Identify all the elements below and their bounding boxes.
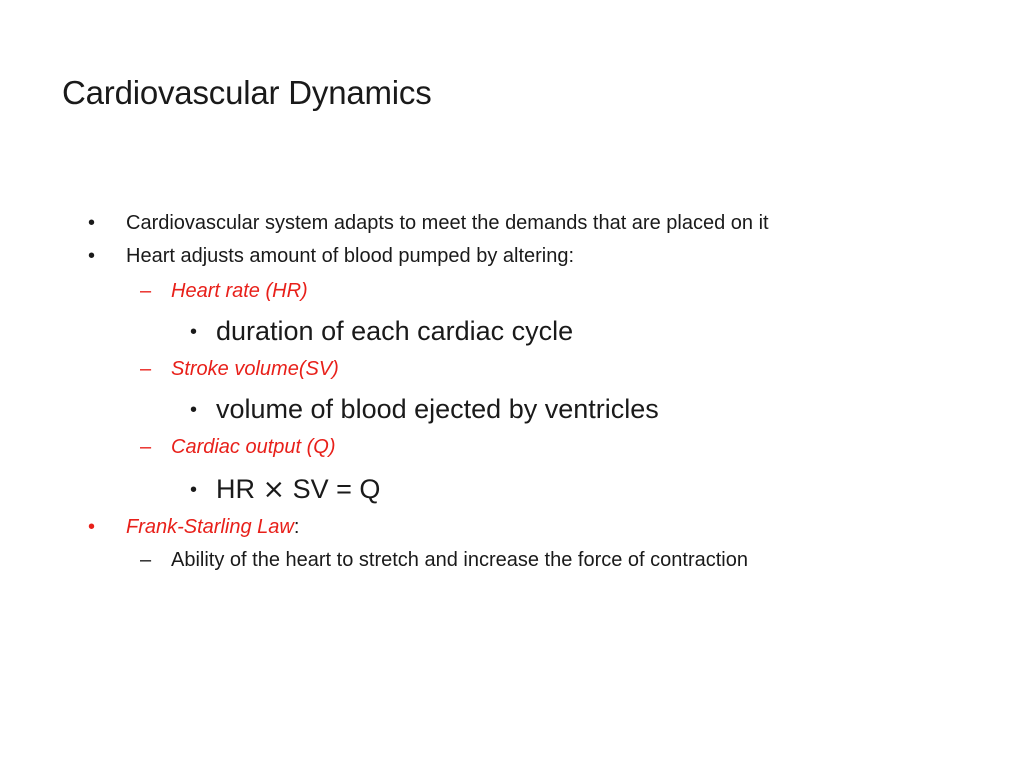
- sub-bullet-item: [140, 436, 336, 458]
- slide-title: Cardiovascular Dynamics: [62, 74, 432, 111]
- bullet-item: [88, 516, 300, 538]
- bullet-item: [88, 245, 575, 267]
- formula-text: HR ⨯ SV = Q: [216, 474, 381, 504]
- sub-bullet-item: [140, 549, 748, 571]
- detail-bullet-text: volume of blood ejected by ventricles: [216, 394, 659, 424]
- dash-icon: –: [140, 549, 152, 571]
- bullet-icon: •: [190, 479, 198, 501]
- bullet-icon: •: [190, 399, 198, 421]
- sub-bullet-text: Ability of the heart to stretch and increase the force of contraction: [171, 549, 748, 571]
- dash-icon: –: [140, 358, 152, 380]
- detail-bullet-item: [190, 316, 574, 346]
- bullet-icon: •: [88, 212, 96, 234]
- sub-bullet-text: Stroke volume(SV): [171, 358, 339, 380]
- bullet-text: Heart adjusts amount of blood pumped by altering:: [126, 245, 575, 267]
- detail-bullet-text: duration of each cardiac cycle: [216, 316, 574, 346]
- bullet-icon: •: [88, 516, 96, 538]
- sub-bullet-item: [140, 280, 308, 302]
- bullet-icon: •: [190, 321, 198, 343]
- detail-bullet-item: [190, 474, 381, 504]
- law-suffix: :: [293, 516, 300, 538]
- sub-bullet-text: Heart rate (HR): [171, 280, 308, 302]
- bullet-item: [88, 212, 769, 234]
- bullet-icon: •: [88, 245, 96, 267]
- detail-bullet-item: [190, 394, 659, 424]
- dash-icon: –: [140, 280, 152, 302]
- law-term: Frank-Starling Law: [126, 516, 294, 538]
- dash-icon: –: [140, 436, 152, 458]
- sub-bullet-item: [140, 358, 339, 380]
- bullet-text: Cardiovascular system adapts to meet the demands that are placed on it: [126, 212, 769, 234]
- sub-bullet-text: Cardiac output (Q): [171, 436, 336, 458]
